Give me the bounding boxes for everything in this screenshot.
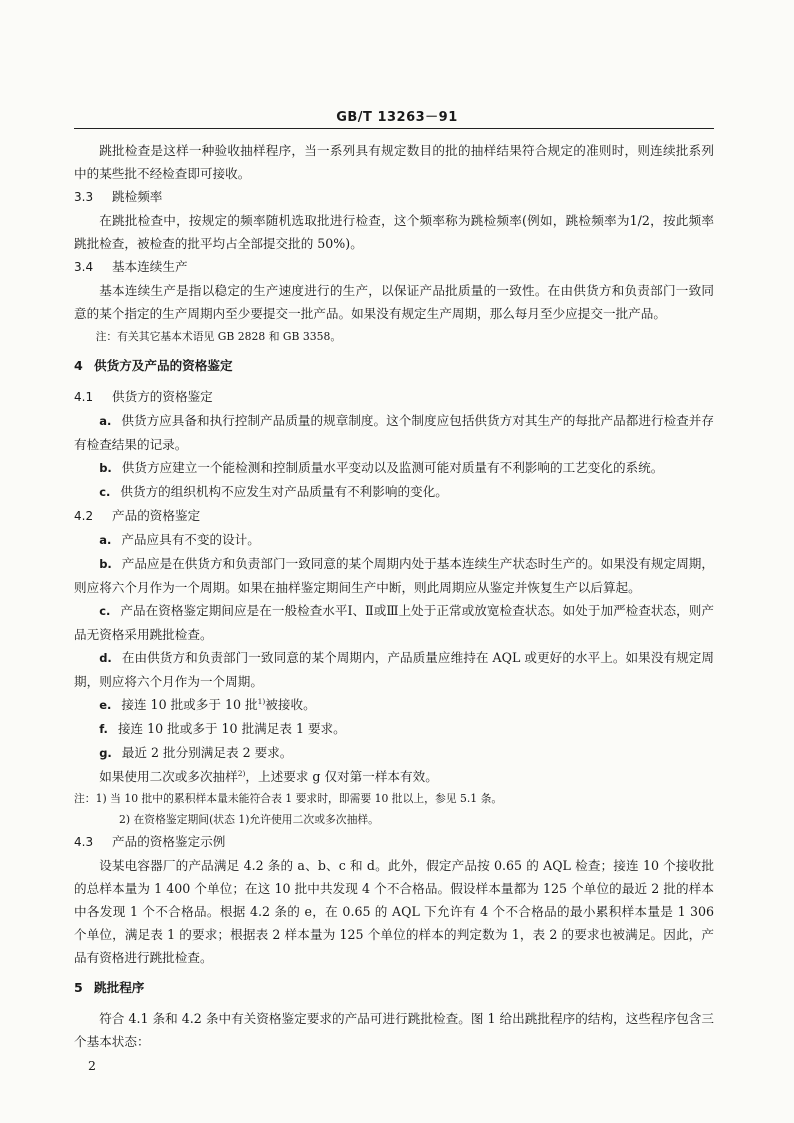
- page-number: 2: [88, 1058, 96, 1073]
- section-title: 产品的资格鉴定: [112, 508, 201, 523]
- item-label: b.: [99, 461, 112, 475]
- section-number: 4.1: [74, 390, 94, 404]
- item-4-1-b: [74, 456, 714, 480]
- section-title: 基本连续生产: [112, 259, 188, 274]
- item-label: d.: [99, 651, 112, 665]
- item-4-2-d: [74, 646, 714, 693]
- document-body: [74, 139, 714, 1053]
- header-rule: [74, 128, 714, 129]
- footnote-1: 注：1) 当 10 批中的累积样本量未能符合表 1 要求时，即需要 10 批以上，参见 5.1 条。: [74, 792, 503, 805]
- item-label: g.: [99, 746, 112, 760]
- item-text: 产品应具有不变的设计。: [121, 532, 260, 547]
- section-5-heading: [74, 977, 714, 999]
- section-4-2-heading: [74, 504, 714, 528]
- item-text: 最近 2 批分别满足表 2 要求。: [121, 745, 293, 760]
- item-4-2-a: [74, 528, 714, 552]
- item-text-tail: 被接收。: [265, 697, 316, 712]
- section-5-text: 符合 4.1 条和 4.2 条中有关资格鉴定要求的产品可进行跳批检查。图 1 给出跳批程序的结构，这些程序包含三个基本状态：: [74, 1011, 714, 1049]
- section-3-3-text: 在跳批检查中，按规定的频率随机选取批进行检查，这个频率称为跳检频率(例如，跳检频率为1/2，按此频率跳批检查，被检查的批平均占全部提交批的 50%)。: [74, 213, 714, 251]
- item-4-2-g: [74, 741, 714, 765]
- section-number: 3.3: [74, 190, 94, 204]
- item-4-1-a: [74, 409, 714, 456]
- item-text: 供货方的组织机构不应发生对产品质量有不利影响的变化。: [120, 484, 448, 499]
- section-title: 跳检频率: [112, 189, 163, 204]
- section-number: 4.3: [74, 835, 94, 849]
- item-text: 产品在资格鉴定期间应是在一般检查水平Ⅰ、Ⅱ或Ⅲ上处于正常或放宽检查状态。如处于加严检查状态，则产品无资格采用跳批检查。: [74, 603, 714, 642]
- multi-text: 如果使用二次或多次抽样: [99, 769, 238, 784]
- multi-sampling-paragraph: [74, 765, 714, 788]
- section-number: 4.2: [74, 509, 94, 523]
- item-label: a.: [99, 414, 112, 428]
- item-text: 接连 10 批或多于 10 批满足表 1 要求。: [117, 721, 346, 736]
- item-label: e.: [99, 698, 112, 712]
- item-text: 接连 10 批或多于 10 批: [121, 697, 258, 712]
- section-3-4-text: 基本连续生产是指以稳定的生产速度进行的生产，以保证产品批质量的一致性。在由供货方和负责部门一致同意的某个指定的生产周期内至少要提交一批产品。如果没有规定生产周期，那么每月至少应提交一批产品。: [74, 283, 714, 321]
- footnote-ref: 2): [237, 769, 246, 778]
- terms-note: 注：有关其它基本术语见 GB 2828 和 GB 3358。: [95, 330, 342, 343]
- section-4-3-text: 设某电容器厂的产品满足 4.2 条的 a、b、c 和 d。此外，假定产品按 0.65 的 AQL 检查；接连 10 个接收批的总样本量为 1 400 个单位；在这 10 批中共发现 4 个不合格品。假设样本量都为 125 个单位的最近 2 批的样本中各发现 1 个不合格品。根据 4.2 条的 e，在 0.65 的 AQL 下允许有 4 个不合格品的最小累积样本量是 1 306 个单位，满足表 1 的要求；根据表 2 样本量为 125 个单位的样本的判定数为 1，表 2 的要求也被满足。因此，产品有资格进行跳批检查。: [74, 858, 714, 965]
- item-label: c.: [99, 604, 111, 618]
- item-text: 产品应是在供货方和负责部门一致同意的某个周期内处于基本连续生产状态时生产的。如果没有规定周期，则应将六个月作为一个周期。如果在抽样鉴定期间生产中断，则此周期应从鉴定并恢复生产以后算起。: [74, 556, 714, 595]
- section-3-3-heading: [74, 185, 714, 209]
- document-header: GB/T 13263－91: [336, 110, 458, 125]
- footnote-2: 2) 在资格鉴定期间(状态 1)允许使用二次或多次抽样。: [119, 813, 379, 826]
- item-text: 在由供货方和负责部门一致同意的某个周期内，产品质量应维持在 AQL 或更好的水平上。如果没有规定周期，则应将六个月作为一个周期。: [74, 650, 714, 689]
- item-label: a.: [99, 533, 112, 547]
- item-label: f.: [99, 722, 108, 736]
- item-text: 供货方应具备和执行控制产品质量的规章制度。这个制度应包括供货方对其生产的每批产品都进行检查并存有检查结果的记录。: [74, 413, 714, 452]
- section-title: 产品的资格鉴定示例: [112, 834, 226, 849]
- section-4-1-heading: [74, 385, 714, 409]
- section-4-heading: [74, 355, 714, 377]
- section-number: 4: [74, 358, 83, 373]
- item-4-1-c: [74, 480, 714, 504]
- footnote-ref: 1): [257, 697, 266, 706]
- item-4-2-f: [74, 717, 714, 741]
- section-number: 5: [74, 980, 83, 995]
- item-text: 供货方应建立一个能检测和控制质量水平变动以及监测可能对质量有不利影响的工艺变化的系统。: [121, 460, 664, 475]
- section-4-3-heading: [74, 830, 714, 854]
- intro-paragraph: 跳批检查是这样一种验收抽样程序，当一系列具有规定数目的批的抽样结果符合规定的准则时，则连续批系列中的某些批不经检查即可接收。: [74, 143, 714, 181]
- item-4-2-b: [74, 552, 714, 599]
- section-title: 供货方及产品的资格鉴定: [94, 358, 233, 373]
- section-3-4-heading: [74, 255, 714, 279]
- item-4-2-e: [74, 693, 714, 717]
- section-title: 供货方的资格鉴定: [112, 389, 213, 404]
- item-label: c.: [99, 485, 111, 499]
- multi-text-tail: ，上述要求 g 仅对第一样本有效。: [245, 769, 438, 784]
- section-title: 跳批程序: [94, 980, 145, 995]
- section-number: 3.4: [74, 260, 94, 274]
- item-label: b.: [99, 557, 112, 571]
- item-4-2-c: [74, 599, 714, 646]
